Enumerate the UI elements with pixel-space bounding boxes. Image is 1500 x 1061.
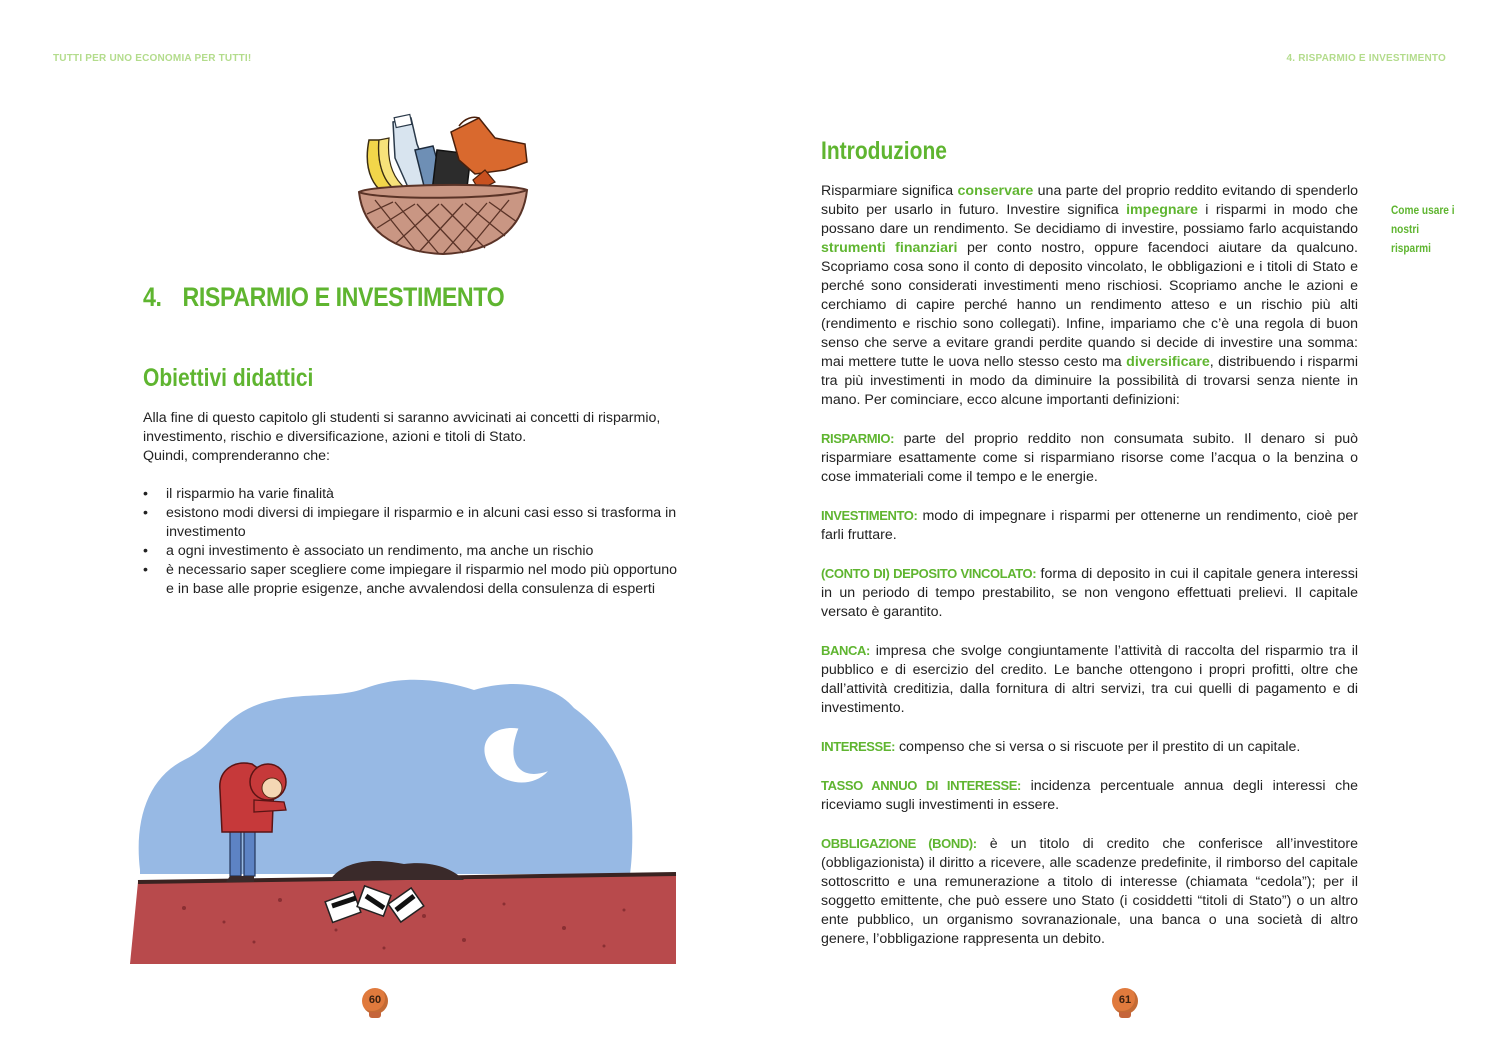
definition-interesse	[821, 737, 1358, 757]
objectives-body	[143, 409, 688, 599]
list-item: • è necessario saper scegliere come impiegare il risparmio nel modo più opportuno e in base alle proprie esigenze, anche avvalendosi della consulenza di esperti	[143, 561, 688, 599]
objectives-title: Obiettivi didattici	[143, 364, 314, 392]
definition-term: OBBLIGAZIONE (BOND):	[821, 836, 977, 851]
intro-body	[821, 182, 1358, 968]
basket-illustration	[355, 110, 530, 260]
definition-text: è un titolo di credito che conferisce all’investitore (obbligazionista) il diritto a ricevere, alle scadenze predefinite, il rimborso del capitale sottoscritto e una remunerazione a titolo di interesse (chiamata “cedola”); per il soggetto emittente, che può essere uno Stato (i cosiddetti “titoli di Stato”) o un altro ente pubblico, un organismo sovranazionale, una banca o una società di altro genere, l’obbligazione rappresenta un debito.	[821, 836, 1359, 947]
chapter-title	[143, 282, 504, 313]
page-number-badge-left	[362, 988, 388, 1018]
definition-term: BANCA:	[821, 643, 870, 658]
definition-text: parte del proprio reddito non consumata subito. Il denaro si può risparmiare esattamente come si risparmiano risorse come l’acqua o la benzina o cose immateriali come il tempo e le energie.	[821, 431, 1358, 485]
keyword-conservare: conservare	[957, 183, 1034, 199]
running-head-left: TUTTI PER UNO ECONOMIA PER TUTTI!	[53, 53, 252, 64]
page-number: 60	[368, 994, 382, 1006]
page-number: 61	[1118, 994, 1132, 1006]
objectives-intro: Alla fine di questo capitolo gli studenti si saranno avvicinati ai concetti di risparmio, investimento, rischio e diversificazione, azioni e titoli di Stato.	[143, 410, 661, 445]
definition-investimento	[821, 506, 1358, 545]
definition-text: compenso che si versa o si riscuote per il prestito di un capitale.	[895, 739, 1301, 755]
badge-stand	[369, 1012, 381, 1018]
definition-obbligazione	[821, 834, 1358, 949]
list-item: • esistono modi diversi di impiegare il risparmio e in alcuni casi esso si trasforma in investimento	[143, 504, 688, 542]
definition-term: (CONTO DI) DEPOSITO VINCOLATO:	[821, 566, 1037, 581]
intro-paragraph: Risparmiare significa conservare una parte del proprio reddito evitando di spenderlo subito per usarlo in futuro. Investire significa impegnare i risparmi in modo che possano dare un rendimento. Se decidiamo di investire, possiamo farlo acquistando strumenti finanziari per conto nostro, oppure facendoci aiutare da qualcuno. Scopriamo cosa sono il conto di deposito vincolato, le obbligazioni e i titoli di Stato e perché sono considerati investimenti meno rischiosi. Scopriamo anche le azioni e cerchiamo di capire perché hanno un rendimento atteso e un rischio più alti (rendimento e rischio sono collegati). Infine, impariamo che c’è una regola di buon senso che serve a evitare grandi perdite quando si decide di investire una somma: mai mettere tutte le uova nello stesso cesto ma diversificare, distribuendo i risparmi tra più investimenti in modo da diminuire la possibilità di trovarsi senza niente in mano. Per cominciare, ecco alcune importanti definizioni:	[821, 183, 1358, 408]
definition-text: modo di impegnare i risparmi per ottenerne un rendimento, cioè per farli fruttare.	[821, 508, 1358, 543]
definition-deposito-vincolato	[821, 564, 1358, 622]
objectives-lead: Quindi, comprenderanno che:	[143, 448, 330, 464]
chapter-title-text: RISPARMIO E INVESTIMENTO	[182, 282, 505, 312]
intro-title: Introduzione	[821, 137, 947, 165]
chapter-number: 4.	[143, 282, 162, 312]
list-item: • il risparmio ha varie finalità	[143, 485, 688, 504]
definition-text: forma di deposito in cui il capitale genera interessi in un periodo di tempo prestabilito, se non vengono effettuati prelievi. Il capitale versato è garantito.	[821, 566, 1359, 620]
definition-term: RISPARMIO:	[821, 431, 895, 446]
definition-text: incidenza percentuale annua degli interessi che riceviamo sugli investimenti in essere.	[821, 778, 1358, 813]
definition-risparmio	[821, 429, 1358, 487]
definition-text: impresa che svolge congiuntamente l’attività di raccolta del risparmio tra il pubblico e di esercizio del credito. Le banche ottengono i propri profitti, oltre che dall’attività creditizia, dalla fornitura di altri servizi, tra cui quelli di pagamento e di investimento.	[821, 643, 1358, 716]
side-note: Come usare i nostri risparmi	[1391, 205, 1455, 255]
keyword-strumenti-finanziari: strumenti finanziari	[821, 240, 958, 256]
objectives-list	[143, 485, 688, 599]
badge-stand	[1119, 1012, 1131, 1018]
keyword-diversificare: diversificare	[1126, 354, 1210, 370]
definition-term: INTERESSE:	[821, 739, 896, 754]
definition-tasso-annuo	[821, 776, 1358, 815]
keyword-impegnare: impegnare	[1126, 202, 1198, 218]
list-item: • a ogni investimento è associato un rendimento, ma anche un rischio	[143, 542, 688, 561]
running-head-right: 4. RISPARMIO E INVESTIMENTO	[1286, 53, 1446, 64]
definition-banca	[821, 641, 1358, 718]
definition-term: TASSO ANNUO DI INTERESSE:	[821, 778, 1021, 793]
night-scene-illustration	[104, 660, 702, 964]
page-number-badge-right	[1112, 988, 1138, 1018]
definition-term: INVESTIMENTO:	[821, 508, 918, 523]
right-page	[750, 0, 1500, 1061]
